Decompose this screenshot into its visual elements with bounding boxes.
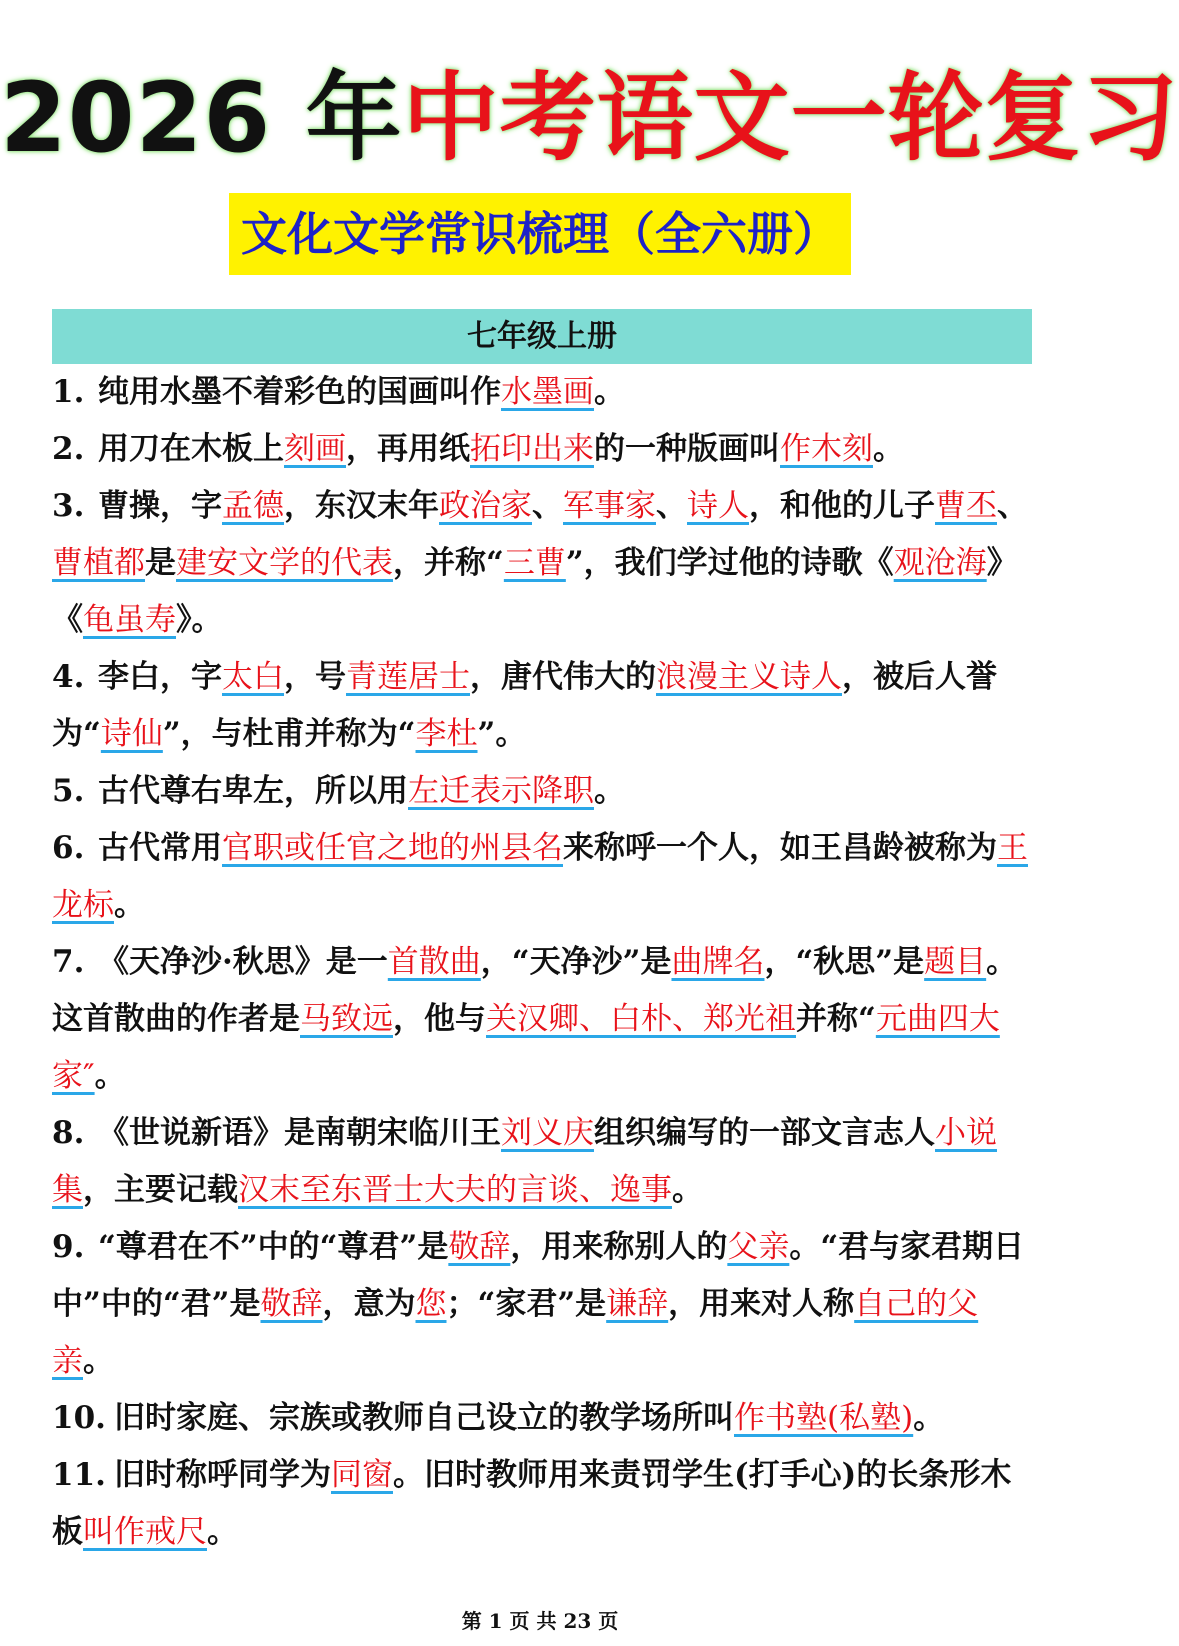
subtitle: 文化文学常识梳理（全六册） <box>229 193 851 275</box>
title-main: 中考语文一轮复习 <box>402 62 1179 174</box>
list-item: 11. 旧时称呼同学为同窗。旧时教师用来责罚学生(打手心)的长条形木板叫作戒尺。 <box>52 1457 1012 1550</box>
section-title: 七年级上册 <box>52 309 1032 364</box>
list-item: 6. 古代常用官职或任官之地的州县名来称呼一个人，如王昌龄被称为王龙标。 <box>52 830 1028 923</box>
knowledge-list <box>52 364 1032 1561</box>
list-item: 3. 曹操，字孟德，东汉末年政治家、军事家、诗人，和他的儿子曹丕、曹植都是建安文学的代表，并称“三曹”，我们学过他的诗歌《观沧海》《龟虽寿》。 <box>52 488 1028 638</box>
list-item: 9. “尊君在不”中的“尊君”是敬辞，用来称别人的父亲。“君与家君期日中”中的“君”是敬辞，意为您；“家君”是谦辞，用来对人称自己的父亲。 <box>52 1229 1025 1379</box>
page-number: 第 1 页 共 23 页 <box>461 1609 619 1633</box>
list-item: 10. 旧时家庭、宗族或教师自己设立的教学场所叫作书塾(私塾)。 <box>52 1400 945 1436</box>
list-item: 1. 纯用水墨不着彩色的国画叫作水墨画。 <box>52 374 625 410</box>
list-item: 4. 李白，字太白，号青莲居士，唐代伟大的浪漫主义诗人，被后人誉为“诗仙”，与杜甫并称为“李杜”。 <box>52 659 997 752</box>
main-title <box>0 58 1179 178</box>
title-year: 2026 年 <box>0 62 403 174</box>
list-item: 5. 古代尊右卑左，所以用左迁表示降职。 <box>52 773 625 809</box>
list-item: 7. 《天净沙·秋思》是一首散曲，“天净沙”是曲牌名，“秋思”是题目。这首散曲的作者是马致远，他与关汉卿、白朴、郑光祖并称“元曲四大家″。 <box>52 944 1018 1094</box>
list-item: 2. 用刀在木板上刻画，再用纸拓印出来的一种版画叫作木刻。 <box>52 431 904 467</box>
list-item: 8. 《世说新语》是南朝宋临川王刘义庆组织编写的一部文言志人小说集，主要记载汉末至东晋士大夫的言谈、逸事。 <box>52 1115 997 1208</box>
